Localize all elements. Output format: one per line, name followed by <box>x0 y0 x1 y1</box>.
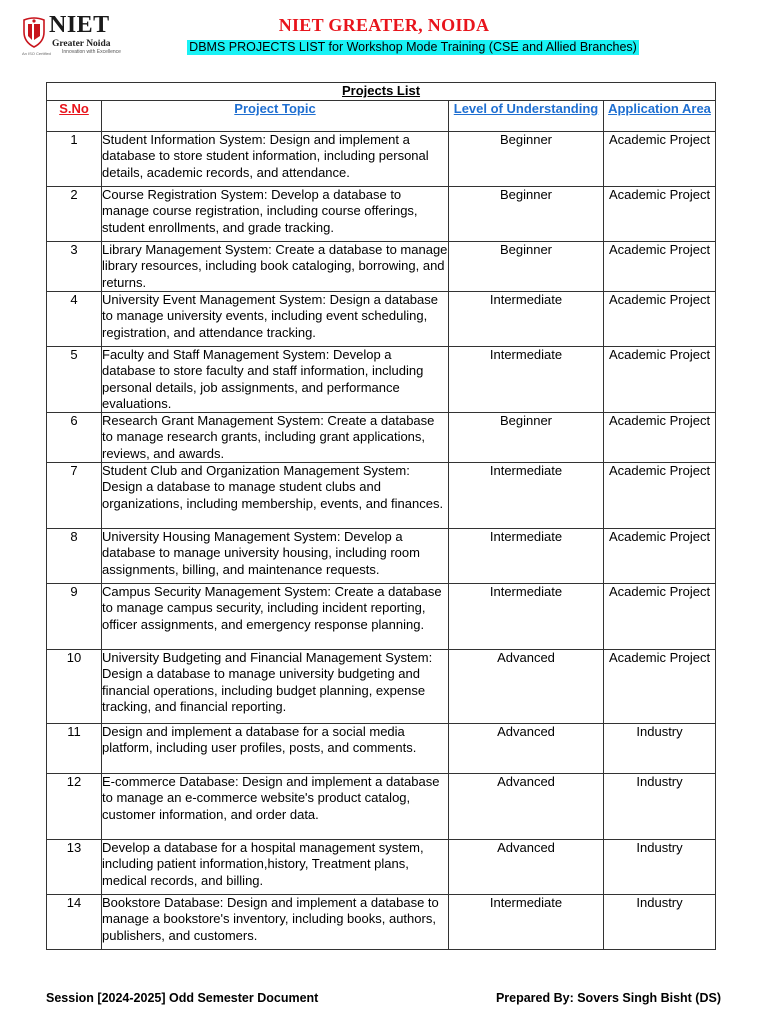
row-level: Intermediate <box>449 529 604 584</box>
row-sno: 4 <box>47 292 102 347</box>
logo-subtitle: Greater Noida <box>52 39 111 49</box>
row-topic: Bookstore Database: Design and implement a database to manage a bookstore's inventory, including books, authors, publishers, and customers. <box>102 895 449 950</box>
document-subtitle: DBMS PROJECTS LIST for Workshop Mode Training (CSE and Allied Branches) <box>189 40 637 54</box>
table-row <box>47 132 716 187</box>
row-level: Intermediate <box>449 584 604 650</box>
row-level: Intermediate <box>449 347 604 413</box>
row-topic: Student Club and Organization Management System: Design a database to manage student clubs and organizations, including membership, events, and finances. <box>102 463 449 529</box>
row-sno: 14 <box>47 895 102 950</box>
row-topic: Design and implement a database for a social media platform, including user profiles, posts, and comments. <box>102 724 449 774</box>
row-area: Academic Project <box>604 463 716 529</box>
table-row <box>47 650 716 724</box>
row-topic: Student Information System: Design and implement a database to store student information, including personal details, academic records, and attendance. <box>102 132 449 187</box>
table-row <box>47 584 716 650</box>
table-row <box>47 187 716 242</box>
row-sno: 13 <box>47 840 102 895</box>
row-topic: University Event Management System: Design a database to manage university events, including event scheduling, registration, and attendance tracking. <box>102 292 449 347</box>
row-topic: Faculty and Staff Management System: Develop a database to store faculty and staff information, including personal details, job assignments, and performance evaluations. <box>102 347 449 413</box>
row-sno: 11 <box>47 724 102 774</box>
row-area: Industry <box>604 724 716 774</box>
projects-table <box>46 82 716 950</box>
row-sno: 2 <box>47 187 102 242</box>
row-level: Advanced <box>449 840 604 895</box>
row-topic: Course Registration System: Develop a database to manage course registration, including course offerings, student enrollments, and grade tracking. <box>102 187 449 242</box>
row-level: Beginner <box>449 413 604 463</box>
table-row <box>47 347 716 413</box>
row-level: Intermediate <box>449 463 604 529</box>
table-row <box>47 774 716 840</box>
row-level: Beginner <box>449 187 604 242</box>
row-topic: Library Management System: Create a database to manage library resources, including book cataloging, borrowing, and returns. <box>102 242 448 290</box>
table-row <box>47 413 716 463</box>
subtitle-wrap <box>0 38 768 56</box>
row-topic: University Housing Management System: Develop a database to manage university housing, including room assignments, billing, and maintenance requests. <box>102 529 449 584</box>
row-level: Beginner <box>449 132 604 187</box>
row-area: Industry <box>604 895 716 950</box>
row-topic: Campus Security Management System: Create a database to manage campus security, including incident reporting, officer assignments, and emergency response planning. <box>102 584 449 650</box>
logo-tagline-2: An ISO Certified <box>22 51 51 56</box>
table-row <box>47 292 716 347</box>
row-sno: 3 <box>47 242 102 292</box>
row-area: Academic Project <box>604 347 716 413</box>
row-sno: 9 <box>47 584 102 650</box>
column-header-area: Application Area <box>604 101 716 132</box>
table-header-row <box>47 101 716 132</box>
table-row <box>47 242 716 292</box>
row-sno: 7 <box>47 463 102 529</box>
logo-name: NIET <box>49 12 110 38</box>
row-area: Academic Project <box>604 242 716 292</box>
row-area: Academic Project <box>604 650 716 724</box>
row-level: Beginner <box>449 242 604 292</box>
table-row <box>47 840 716 895</box>
row-area: Industry <box>604 774 716 840</box>
row-level: Intermediate <box>449 895 604 950</box>
row-level: Advanced <box>449 724 604 774</box>
row-sno: 5 <box>47 347 102 413</box>
session-footer: Session [2024-2025] Odd Semester Document <box>46 991 319 1005</box>
row-area: Industry <box>604 840 716 895</box>
row-area: Academic Project <box>604 132 716 187</box>
row-sno: 6 <box>47 413 102 463</box>
column-header-sno: S.No <box>47 101 102 132</box>
row-area: Academic Project <box>604 292 716 347</box>
table-row <box>47 895 716 950</box>
table-row <box>47 463 716 529</box>
row-level: Advanced <box>449 650 604 724</box>
row-topic: Research Grant Management System: Create a database to manage research grants, including grant applications, reviews, and awards. <box>102 413 449 463</box>
prepared-by-footer: Prepared By: Sovers Singh Bisht (DS) <box>495 991 721 1005</box>
row-area: Academic Project <box>604 584 716 650</box>
row-topic: University Budgeting and Financial Management System: Design a database to manage university budgeting and financial operations, including budget planning, expense tracking, and financial reporting. <box>102 650 449 724</box>
table-row <box>47 724 716 774</box>
row-area: Academic Project <box>604 529 716 584</box>
row-sno: 12 <box>47 774 102 840</box>
column-header-topic: Project Topic <box>102 101 449 132</box>
row-sno: 8 <box>47 529 102 584</box>
row-area: Academic Project <box>604 187 716 242</box>
row-level: Advanced <box>449 774 604 840</box>
table-title: Projects List <box>47 83 716 101</box>
row-level: Intermediate <box>449 292 604 347</box>
row-topic: E-commerce Database: Design and implement a database to manage an e-commerce website's product catalog, customer information, and order data. <box>102 774 449 840</box>
table-row <box>47 529 716 584</box>
row-area: Academic Project <box>604 413 716 463</box>
row-sno: 1 <box>47 132 102 187</box>
logo-tagline: Innovation with Excellence <box>62 49 121 55</box>
column-header-level: Level of Understanding <box>449 101 604 132</box>
institute-title: NIET GREATER, NOIDA <box>278 15 490 35</box>
row-topic: Develop a database for a hospital management system, including patient information,history, Treatment plans, medical records, and billing. <box>102 840 449 895</box>
row-sno: 10 <box>47 650 102 724</box>
